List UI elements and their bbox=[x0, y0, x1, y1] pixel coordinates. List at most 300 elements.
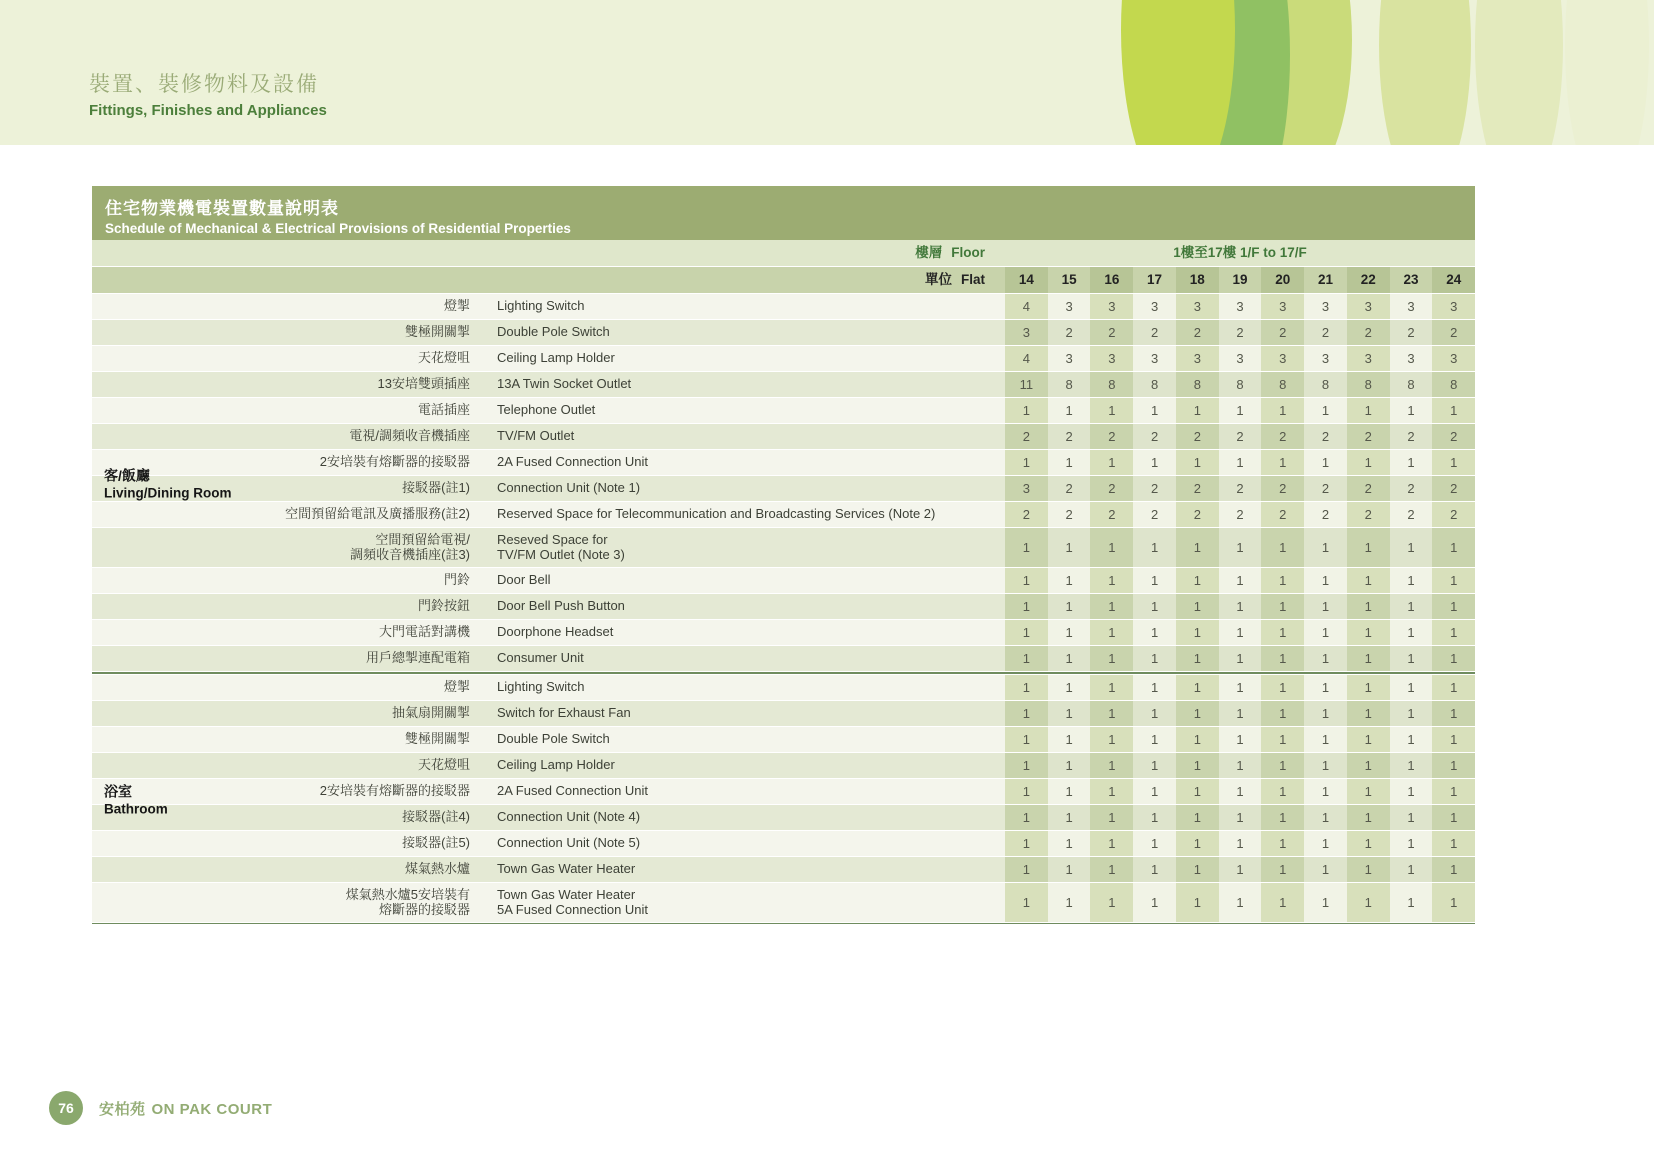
value-cell: 1 bbox=[1261, 883, 1304, 922]
value-cell: 3 bbox=[1219, 346, 1262, 371]
value-cell: 2 bbox=[1176, 424, 1219, 449]
table-row bbox=[92, 450, 1475, 475]
item-label-en: Switch for Exhaust Fan bbox=[480, 701, 1005, 726]
value-cell: 2 bbox=[1304, 502, 1347, 527]
value-cell: 2 bbox=[1261, 502, 1304, 527]
item-label-en: Connection Unit (Note 5) bbox=[480, 831, 1005, 856]
value-cell: 1 bbox=[1005, 594, 1048, 619]
value-cell: 1 bbox=[1390, 701, 1433, 726]
value-cell: 1 bbox=[1005, 528, 1048, 567]
value-cell: 2 bbox=[1219, 320, 1262, 345]
value-cell: 1 bbox=[1090, 568, 1133, 593]
value-cell: 1 bbox=[1048, 620, 1091, 645]
floor-header-row bbox=[92, 240, 1475, 267]
value-cell: 1 bbox=[1304, 646, 1347, 671]
room-stripe-cell bbox=[92, 620, 250, 645]
value-cell: 1 bbox=[1390, 831, 1433, 856]
value-cell: 2 bbox=[1390, 502, 1433, 527]
value-cell: 1 bbox=[1133, 675, 1176, 700]
item-label-zh: 接駁器(註4) bbox=[250, 805, 480, 830]
table-row bbox=[92, 646, 1475, 671]
value-cell: 1 bbox=[1176, 883, 1219, 922]
value-cells bbox=[1005, 450, 1475, 475]
value-cell: 1 bbox=[1304, 753, 1347, 778]
table-row bbox=[92, 620, 1475, 645]
table-row bbox=[92, 398, 1475, 423]
value-cell: 1 bbox=[1219, 753, 1262, 778]
value-cell: 1 bbox=[1176, 398, 1219, 423]
value-cell: 1 bbox=[1133, 831, 1176, 856]
value-cell: 1 bbox=[1048, 450, 1091, 475]
value-cells bbox=[1005, 701, 1475, 726]
value-cell: 3 bbox=[1347, 294, 1390, 319]
table-row bbox=[92, 727, 1475, 752]
flat-column-header: 20 bbox=[1261, 267, 1304, 293]
value-cell: 1 bbox=[1347, 675, 1390, 700]
value-cell: 1 bbox=[1432, 528, 1475, 567]
value-cell: 3 bbox=[1048, 346, 1091, 371]
value-cell: 8 bbox=[1390, 372, 1433, 397]
value-cell: 1 bbox=[1090, 398, 1133, 423]
value-cell: 11 bbox=[1005, 372, 1048, 397]
flat-column-header: 19 bbox=[1232, 272, 1248, 287]
value-cells bbox=[1005, 857, 1475, 882]
room-name-zh: 浴室 bbox=[104, 783, 132, 799]
value-cell: 2 bbox=[1005, 502, 1048, 527]
value-cell: 2 bbox=[1390, 424, 1433, 449]
table-row bbox=[92, 831, 1475, 856]
value-cell: 1 bbox=[1005, 620, 1048, 645]
value-cell: 3 bbox=[1005, 320, 1048, 345]
value-cell: 1 bbox=[1261, 568, 1304, 593]
value-cell: 1 bbox=[1347, 528, 1390, 567]
value-cell: 1 bbox=[1347, 857, 1390, 882]
value-cells bbox=[1005, 594, 1475, 619]
value-cell: 1 bbox=[1176, 594, 1219, 619]
value-cell: 1 bbox=[1090, 528, 1133, 567]
item-label-zh: 空間預留給電訊及廣播服務(註2) bbox=[250, 502, 480, 527]
room-stripe-cell bbox=[92, 727, 250, 752]
value-cells bbox=[1005, 568, 1475, 593]
value-cell: 1 bbox=[1347, 646, 1390, 671]
value-cell: 1 bbox=[1090, 857, 1133, 882]
flat-header-row bbox=[92, 267, 1475, 294]
table-row bbox=[92, 502, 1475, 527]
value-cell: 1 bbox=[1005, 831, 1048, 856]
value-cell: 4 bbox=[1005, 346, 1048, 371]
room-section bbox=[92, 294, 1475, 671]
item-label-en: Connection Unit (Note 4) bbox=[480, 805, 1005, 830]
value-cell: 1 bbox=[1219, 594, 1262, 619]
value-cell: 1 bbox=[1133, 753, 1176, 778]
value-cell: 3 bbox=[1133, 294, 1176, 319]
value-cell: 3 bbox=[1133, 346, 1176, 371]
value-cell: 1 bbox=[1304, 450, 1347, 475]
value-cell: 2 bbox=[1005, 424, 1048, 449]
value-cell: 1 bbox=[1090, 594, 1133, 619]
value-cell: 1 bbox=[1048, 646, 1091, 671]
room-stripe-cell bbox=[92, 646, 250, 671]
item-label-en: Lighting Switch bbox=[480, 675, 1005, 700]
value-cell: 2 bbox=[1133, 476, 1176, 501]
value-cell: 2 bbox=[1304, 476, 1347, 501]
table-row bbox=[92, 568, 1475, 593]
value-cell: 1 bbox=[1261, 398, 1304, 423]
value-cell: 1 bbox=[1219, 450, 1262, 475]
value-cell: 1 bbox=[1390, 568, 1433, 593]
value-cell: 1 bbox=[1133, 646, 1176, 671]
value-cell: 1 bbox=[1347, 620, 1390, 645]
value-cell: 1 bbox=[1347, 779, 1390, 804]
page-header-band bbox=[0, 0, 1654, 145]
value-cell: 3 bbox=[1048, 294, 1091, 319]
value-cell: 1 bbox=[1005, 779, 1048, 804]
schedule-table bbox=[92, 186, 1475, 924]
value-cell: 8 bbox=[1304, 372, 1347, 397]
value-cell: 1 bbox=[1219, 831, 1262, 856]
room-stripe-cell bbox=[92, 675, 250, 700]
value-cell: 1 bbox=[1432, 857, 1475, 882]
value-cell: 1 bbox=[1261, 779, 1304, 804]
value-cells bbox=[1005, 646, 1475, 671]
value-cell: 8 bbox=[1432, 372, 1475, 397]
room-stripe-cell bbox=[92, 320, 250, 345]
value-cell: 2 bbox=[1347, 502, 1390, 527]
value-cell: 1 bbox=[1390, 594, 1433, 619]
value-cell: 1 bbox=[1304, 779, 1347, 804]
item-label-zh: 門鈴 bbox=[250, 568, 480, 593]
value-cell: 8 bbox=[1219, 372, 1262, 397]
value-cell: 1 bbox=[1432, 620, 1475, 645]
item-label-en: Door Bell Push Button bbox=[480, 594, 1005, 619]
value-cell: 1 bbox=[1304, 675, 1347, 700]
value-cells bbox=[1005, 424, 1475, 449]
value-cell: 1 bbox=[1133, 701, 1176, 726]
item-label-en: Lighting Switch bbox=[480, 294, 1005, 319]
table-bottom-border bbox=[92, 923, 1475, 924]
value-cell: 3 bbox=[1005, 476, 1048, 501]
value-cell: 2 bbox=[1432, 424, 1475, 449]
table-row bbox=[92, 753, 1475, 778]
estate-name-en: ON PAK COURT bbox=[151, 1100, 273, 1118]
value-cell: 1 bbox=[1176, 779, 1219, 804]
flat-column-header: 18 bbox=[1176, 267, 1219, 293]
value-cells bbox=[1005, 753, 1475, 778]
value-cell: 8 bbox=[1347, 372, 1390, 397]
item-label-en: Town Gas Water Heater bbox=[480, 857, 1005, 882]
floor-label-en: Floor bbox=[951, 245, 985, 260]
table-row bbox=[92, 476, 1475, 501]
table-row bbox=[92, 424, 1475, 449]
flat-column-header: 21 bbox=[1317, 272, 1334, 287]
item-label-en: Ceiling Lamp Holder bbox=[480, 346, 1005, 371]
value-cell: 1 bbox=[1176, 727, 1219, 752]
value-cell: 1 bbox=[1261, 450, 1304, 475]
value-cell: 1 bbox=[1005, 675, 1048, 700]
estate-name bbox=[99, 1098, 272, 1119]
value-cell: 1 bbox=[1347, 805, 1390, 830]
value-cell: 1 bbox=[1133, 883, 1176, 922]
value-cells bbox=[1005, 883, 1475, 922]
value-cell: 2 bbox=[1090, 476, 1133, 501]
value-cell: 1 bbox=[1090, 646, 1133, 671]
item-label-en: 13A Twin Socket Outlet bbox=[480, 372, 1005, 397]
value-cell: 1 bbox=[1261, 753, 1304, 778]
item-label-en: Doorphone Headset bbox=[480, 620, 1005, 645]
value-cell: 1 bbox=[1176, 753, 1219, 778]
value-cell: 1 bbox=[1133, 398, 1176, 423]
value-cell: 1 bbox=[1219, 620, 1262, 645]
value-cell: 1 bbox=[1304, 701, 1347, 726]
value-cell: 1 bbox=[1304, 568, 1347, 593]
value-cell: 3 bbox=[1432, 346, 1475, 371]
item-label-zh: 天花燈咀 bbox=[250, 753, 480, 778]
value-cell: 1 bbox=[1048, 779, 1091, 804]
value-cell: 2 bbox=[1390, 476, 1433, 501]
value-cell: 2 bbox=[1048, 320, 1091, 345]
value-cell: 1 bbox=[1090, 727, 1133, 752]
value-cells bbox=[1005, 346, 1475, 371]
value-cells bbox=[1005, 831, 1475, 856]
table-title-bar bbox=[92, 186, 1475, 240]
value-cell: 2 bbox=[1432, 320, 1475, 345]
flat-column-header: 24 bbox=[1432, 267, 1475, 293]
value-cell: 1 bbox=[1390, 753, 1433, 778]
table-row bbox=[92, 805, 1475, 830]
value-cell: 1 bbox=[1048, 753, 1091, 778]
value-cell: 1 bbox=[1176, 620, 1219, 645]
value-cell: 2 bbox=[1219, 476, 1262, 501]
value-cells bbox=[1005, 476, 1475, 501]
value-cell: 1 bbox=[1390, 620, 1433, 645]
item-label-zh: 電視/調頻收音機插座 bbox=[250, 424, 480, 449]
value-cell: 1 bbox=[1347, 568, 1390, 593]
value-cell: 1 bbox=[1219, 646, 1262, 671]
item-label-en: Double Pole Switch bbox=[480, 320, 1005, 345]
value-cell: 1 bbox=[1090, 701, 1133, 726]
value-cells bbox=[1005, 398, 1475, 423]
value-cell: 2 bbox=[1133, 502, 1176, 527]
value-cell: 1 bbox=[1219, 701, 1262, 726]
room-stripe-cell bbox=[92, 753, 250, 778]
value-cell: 1 bbox=[1133, 450, 1176, 475]
value-cell: 1 bbox=[1261, 857, 1304, 882]
value-cell: 1 bbox=[1048, 805, 1091, 830]
value-cell: 1 bbox=[1261, 594, 1304, 619]
floor-label bbox=[92, 240, 1005, 266]
flat-column-header: 15 bbox=[1061, 272, 1077, 287]
value-cell: 2 bbox=[1048, 424, 1091, 449]
value-cell: 1 bbox=[1304, 805, 1347, 830]
value-cell: 1 bbox=[1261, 727, 1304, 752]
value-cell: 1 bbox=[1090, 753, 1133, 778]
room-stripe-cell bbox=[92, 701, 250, 726]
value-cell: 1 bbox=[1176, 646, 1219, 671]
value-cell: 1 bbox=[1090, 831, 1133, 856]
value-cell: 1 bbox=[1219, 675, 1262, 700]
value-cell: 2 bbox=[1176, 502, 1219, 527]
value-cell: 2 bbox=[1390, 320, 1433, 345]
value-cell: 1 bbox=[1347, 701, 1390, 726]
item-label-en: 2A Fused Connection Unit bbox=[480, 779, 1005, 804]
value-cell: 1 bbox=[1432, 883, 1475, 922]
room-stripe-cell bbox=[92, 594, 250, 619]
value-cell: 3 bbox=[1219, 294, 1262, 319]
room-stripe-cell bbox=[92, 424, 250, 449]
value-cells bbox=[1005, 675, 1475, 700]
value-cell: 1 bbox=[1347, 831, 1390, 856]
value-cell: 1 bbox=[1390, 675, 1433, 700]
value-cell: 1 bbox=[1133, 805, 1176, 830]
value-cell: 1 bbox=[1304, 594, 1347, 619]
value-cell: 2 bbox=[1261, 320, 1304, 345]
flat-label bbox=[92, 267, 1005, 293]
value-cell: 1 bbox=[1133, 857, 1176, 882]
value-cell: 3 bbox=[1390, 346, 1433, 371]
table-title-zh: 住宅物業機電裝置數量說明表 bbox=[105, 199, 339, 218]
value-cell: 1 bbox=[1048, 727, 1091, 752]
value-cell: 1 bbox=[1005, 805, 1048, 830]
value-cell: 3 bbox=[1176, 346, 1219, 371]
item-label-zh: 雙極開關掣 bbox=[250, 727, 480, 752]
item-label-zh: 燈掣 bbox=[250, 675, 480, 700]
item-label-zh: 抽氣扇開關掣 bbox=[250, 701, 480, 726]
value-cell: 1 bbox=[1048, 857, 1091, 882]
room-stripe-cell bbox=[92, 528, 250, 567]
value-cell: 1 bbox=[1261, 675, 1304, 700]
value-cell: 1 bbox=[1005, 701, 1048, 726]
value-cell: 1 bbox=[1090, 620, 1133, 645]
value-cell: 4 bbox=[1005, 294, 1048, 319]
value-cell: 1 bbox=[1432, 594, 1475, 619]
flat-column-header: 14 bbox=[1005, 267, 1048, 293]
value-cell: 1 bbox=[1347, 753, 1390, 778]
table-row bbox=[92, 701, 1475, 726]
value-cell: 3 bbox=[1304, 346, 1347, 371]
item-label-en: Reseved Space for TV/FM Outlet (Note 3) bbox=[480, 528, 1005, 567]
value-cells bbox=[1005, 372, 1475, 397]
flat-number-cells bbox=[1005, 267, 1475, 293]
value-cell: 1 bbox=[1304, 528, 1347, 567]
value-cell: 1 bbox=[1176, 701, 1219, 726]
flat-column-header: 22 bbox=[1347, 267, 1390, 293]
value-cell: 3 bbox=[1090, 294, 1133, 319]
value-cell: 3 bbox=[1090, 346, 1133, 371]
value-cell: 2 bbox=[1219, 424, 1262, 449]
page-footer bbox=[49, 1091, 272, 1125]
page-title-zh: 裝置、裝修物料及設備 bbox=[89, 73, 319, 96]
room-stripe-cell bbox=[92, 346, 250, 371]
item-label-zh: 雙極開關掣 bbox=[250, 320, 480, 345]
value-cell: 1 bbox=[1347, 727, 1390, 752]
value-cell: 1 bbox=[1048, 675, 1091, 700]
value-cells bbox=[1005, 779, 1475, 804]
table-row bbox=[92, 594, 1475, 619]
value-cell: 3 bbox=[1390, 294, 1433, 319]
table-row bbox=[92, 528, 1475, 567]
value-cell: 1 bbox=[1432, 568, 1475, 593]
value-cell: 1 bbox=[1390, 528, 1433, 567]
room-stripe-cell bbox=[92, 568, 250, 593]
value-cell: 1 bbox=[1090, 805, 1133, 830]
value-cell: 2 bbox=[1048, 502, 1091, 527]
item-label-zh: 接駁器(註5) bbox=[250, 831, 480, 856]
value-cell: 1 bbox=[1005, 450, 1048, 475]
value-cell: 2 bbox=[1261, 424, 1304, 449]
value-cells bbox=[1005, 502, 1475, 527]
value-cell: 2 bbox=[1090, 502, 1133, 527]
value-cell: 8 bbox=[1261, 372, 1304, 397]
value-cell: 1 bbox=[1219, 528, 1262, 567]
value-cell: 1 bbox=[1261, 805, 1304, 830]
item-label-en: Consumer Unit bbox=[480, 646, 1005, 671]
value-cell: 1 bbox=[1390, 805, 1433, 830]
item-label-en: Door Bell bbox=[480, 568, 1005, 593]
value-cell: 1 bbox=[1048, 594, 1091, 619]
value-cell: 1 bbox=[1048, 831, 1091, 856]
value-cell: 2 bbox=[1304, 424, 1347, 449]
flat-column-header: 23 bbox=[1403, 272, 1419, 287]
table-row bbox=[92, 294, 1475, 319]
value-cell: 1 bbox=[1090, 450, 1133, 475]
value-cell: 1 bbox=[1048, 398, 1091, 423]
estate-name-zh: 安柏苑 bbox=[99, 1100, 146, 1118]
item-label-zh: 2安培裝有熔斷器的接駁器 bbox=[250, 450, 480, 475]
value-cell: 1 bbox=[1347, 883, 1390, 922]
flat-column-header: 16 bbox=[1090, 267, 1133, 293]
value-cell: 1 bbox=[1090, 883, 1133, 922]
value-cell: 8 bbox=[1090, 372, 1133, 397]
item-label-zh: 大門電話對講機 bbox=[250, 620, 480, 645]
value-cell: 3 bbox=[1347, 346, 1390, 371]
value-cell: 1 bbox=[1048, 701, 1091, 726]
item-label-zh: 用戶總掣連配電箱 bbox=[250, 646, 480, 671]
room-stripe-cell bbox=[92, 294, 250, 319]
page-header-titles bbox=[89, 68, 327, 119]
value-cell: 1 bbox=[1261, 528, 1304, 567]
value-cells bbox=[1005, 320, 1475, 345]
value-cell: 2 bbox=[1219, 502, 1262, 527]
value-cell: 1 bbox=[1304, 727, 1347, 752]
item-label-en: Ceiling Lamp Holder bbox=[480, 753, 1005, 778]
value-cell: 1 bbox=[1261, 701, 1304, 726]
value-cell: 2 bbox=[1347, 476, 1390, 501]
table-title-en: Schedule of Mechanical & Electrical Provisions of Residential Properties bbox=[105, 221, 571, 236]
value-cell: 1 bbox=[1304, 398, 1347, 423]
value-cell: 8 bbox=[1048, 372, 1091, 397]
value-cell: 2 bbox=[1133, 424, 1176, 449]
value-cell: 1 bbox=[1432, 675, 1475, 700]
value-cell: 2 bbox=[1133, 320, 1176, 345]
value-cell: 1 bbox=[1432, 727, 1475, 752]
table-row bbox=[92, 346, 1475, 371]
value-cell: 1 bbox=[1347, 594, 1390, 619]
value-cell: 8 bbox=[1133, 372, 1176, 397]
item-label-zh: 接駁器(註1) bbox=[250, 476, 480, 501]
value-cell: 1 bbox=[1133, 779, 1176, 804]
value-cell: 1 bbox=[1176, 831, 1219, 856]
value-cell: 1 bbox=[1304, 857, 1347, 882]
value-cell: 1 bbox=[1304, 620, 1347, 645]
value-cell: 2 bbox=[1304, 320, 1347, 345]
value-cell: 3 bbox=[1176, 294, 1219, 319]
value-cell: 2 bbox=[1090, 320, 1133, 345]
value-cell: 2 bbox=[1347, 424, 1390, 449]
value-cell: 1 bbox=[1261, 646, 1304, 671]
value-cell: 1 bbox=[1432, 831, 1475, 856]
room-stripe-cell bbox=[92, 857, 250, 882]
value-cell: 1 bbox=[1304, 831, 1347, 856]
